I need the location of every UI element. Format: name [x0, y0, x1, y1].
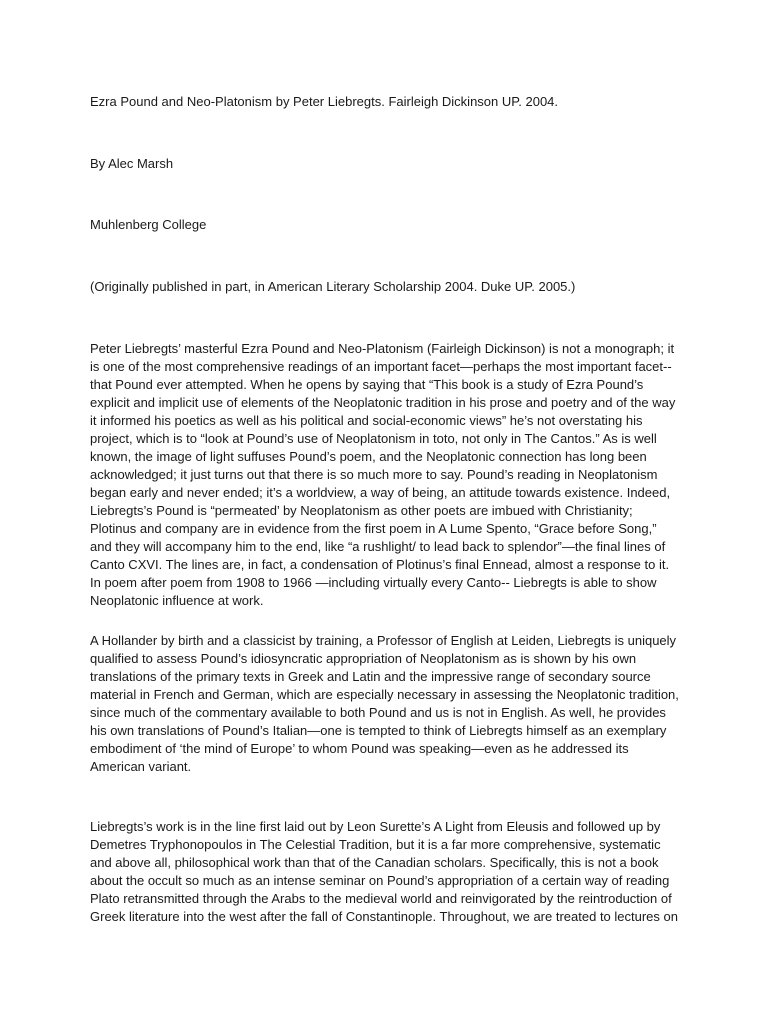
- byline: By Alec Marsh: [90, 156, 174, 171]
- title-line: Ezra Pound and Neo-Platonism by Peter Liebregts. Fairleigh Dickinson UP. 2004.: [90, 94, 559, 109]
- publication-note: (Originally published in part, in American Literary Scholarship 2004. Duke UP. 2005.): [90, 279, 576, 294]
- affiliation: Muhlenberg College: [90, 217, 207, 232]
- paragraph-3: Liebregts’s work is in the line first laid out by Leon Surette’s A Light from Eleusis and followed up by Demetres Tryphonopoulos in The Celestial Tradition, but it is a far more comprehensive, systematic and above all, philosophical work than that of the Canadian scholars. Specifically, this is not a book about the occult so much as an intense seminar on Pound’s appropriation of a certain way of reading Plato retransmitted through the Arabs to the medieval world and reinvigorated by the reintroduction of Greek literature into the west after the fall of Constantinople. Throughout, we are treated to lectures on: [90, 819, 678, 924]
- paragraph-2: A Hollander by birth and a classicist by training, a Professor of English at Leiden, Liebregts is uniquely qualified to assess Pound’s idiosyncratic appropriation of Neoplatonism as is shown by his own translations of the primary texts in Greek and Latin and the impressive range of secondary source material in French and German, which are especially necessary in assessing the Neoplatonic tradition, since much of the commentary available to both Pound and us is not in English. As well, he provides his own translations of Pound’s Italian—one is tempted to think of Liebregts himself as an exemplary embodiment of ‘the mind of Europe’ to whom Pound was speaking—even as he addressed its American variant.: [90, 633, 679, 774]
- paragraph-1: Peter Liebregts’ masterful Ezra Pound and Neo-Platonism (Fairleigh Dickinson) is not a monograph; it is one of the most comprehensive readings of an important facet—perhaps the most important facet--that Pound ever attempted. When he opens by saying that “This book is a study of Ezra Pound’s explicit and implicit use of elements of the Neoplatonic tradition in his prose and poetry and of the way it informed his poetics as well as his political and social-economic views” he’s not overstating his project, which is to “look at Pound’s use of Neoplatonism in toto, not only in The Cantos.” As is well known, the image of light suffuses Pound’s poem, and the Neoplatonic connection has long been acknowledged; it just turns out that there is so much more to say. Pound’s reading in Neoplatonism began early and never ended; it’s a worldview, a way of being, an attitude towards existence. Indeed, Liebregts’s Pound is “permeated’ by Neoplatonism as other poets are imbued with Christianity; Plotinus and company are in evidence from the first poem in A Lume Spento, “Grace before Song,” and they will accompany him to the end, like “a rushlight/ to lead back to splendor”—the final lines of Canto CXVI. The lines are, in fact, a condensation of Plotinus’s final Ennead, almost a response to it. In poem after poem from 1908 to 1966 —including virtually every Canto-- Liebregts is able to show Neoplatonic influence at work.: [90, 341, 676, 608]
